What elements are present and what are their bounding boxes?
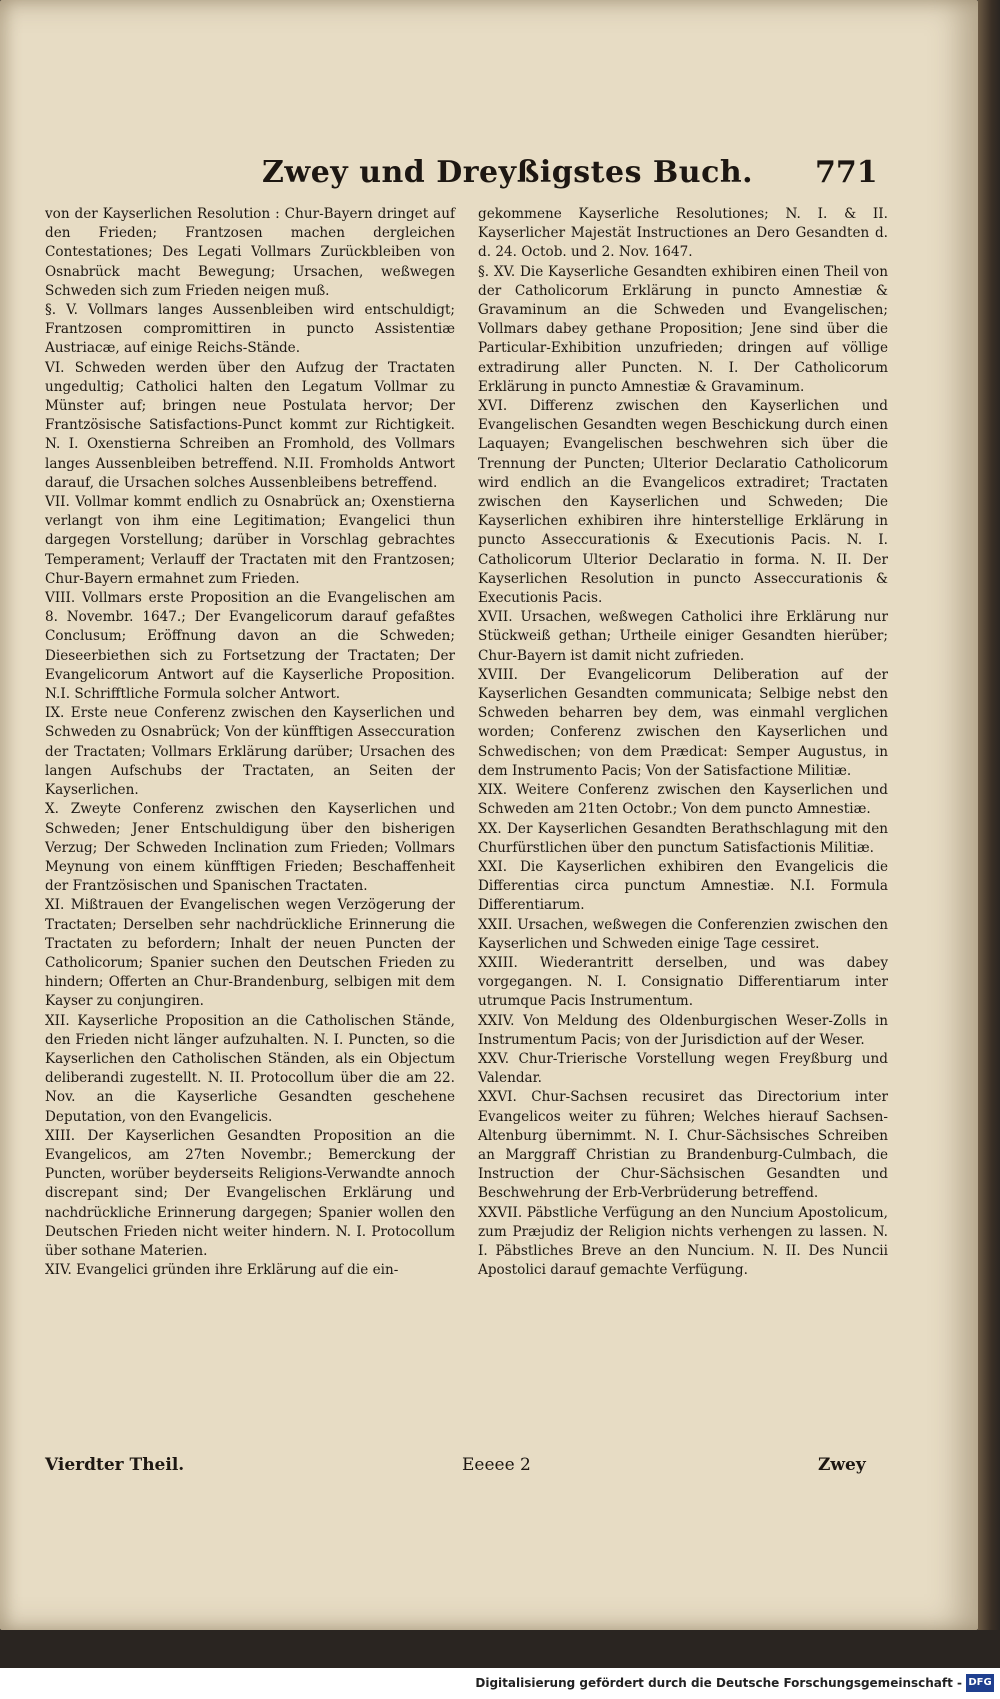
summary-entry: VII. Vollmar kommt endlich zu Osnabrück an; Oxenstierna verlangt von ihm eine Legitimation; Evangelici thun dargegen Vorstellung; darüber in Vorschlag gebrachtes Temperament; Verlauff der Tractaten mit den Frantzosen; Chur-Bayern ermahnet zum Frieden.	[45, 494, 455, 587]
signature-mark: Eeeee 2	[462, 1455, 531, 1475]
page-header	[0, 155, 978, 200]
summary-entry: XXIV. Von Meldung des Oldenburgischen Weser-Zolls in Instrumentum Pacis; von der Jurisdiction auf der Weser.	[478, 1012, 888, 1048]
book-spine	[978, 0, 1000, 1630]
summary-entry: XXI. Die Kayserlichen exhibiren den Evangelicis die Differentias circa punctum Amnestiæ. N.I. Formula Differentiarum.	[478, 858, 888, 914]
page-number: 771	[815, 155, 878, 190]
summary-entry: VIII. Vollmars erste Proposition an die Evangelischen am 8. Novembr. 1647.; Der Evangelicorum darauf gefaßtes Conclusum; Eröffnung davon an die Schweden; Dieseerbiethen sich zu Fortsetzung der Tractaten; Der Evangelicorum Antwort auf die Kayserliche Proposition. N.I. Schrifftliche Formula solcher Antwort.	[45, 590, 455, 703]
summary-entry: XXII. Ursachen, weßwegen die Conferenzien zwischen den Kayserlichen und Schweden einige Tage cessiret.	[478, 916, 888, 952]
left-column	[45, 205, 455, 1280]
catchword: Zwey	[818, 1455, 866, 1475]
summary-entry: VI. Schweden werden über den Aufzug der Tractaten ungedultig; Catholici halten den Legatum Vollmar zu Münster auf; bringen neue Postulata hervor; Der Frantzösische Satisfactions-Punct kommt zur Richtigkeit. N. I. Oxenstierna Schreiben an Fromhold, des Vollmars langes Aussenbleiben betreffend. N.II. Fromholds Antwort darauf, die Ursachen solches Aussenbleibens betreffend.	[45, 359, 455, 491]
summary-entry: XVIII. Der Evangelicorum Deliberation auf der Kayserlichen Gesandten communicata; Selbige nebst den Schweden beharren bey dem, was einmahl verglichen worden; Conferenz zwischen den Kayserlichen und Schwedischen; von dem Prædicat: Semper Augustus, in dem Instrumento Pacis; Von der Satisfactione Militiæ.	[478, 666, 888, 779]
summary-entry: §. XV. Die Kayserliche Gesandten exhibiren einen Theil von der Catholicorum Erklärung in puncto Amnestiæ & Gravaminum an die Schweden und Evangelischen; Vollmars dabey gethane Proposition; Jene sind über die Particular-Exhibition unzufrieden; dringen auf völlige extradirung aller Puncten. N. I. Der Catholicorum Erklärung in puncto Amnestiæ & Gravaminum.	[478, 263, 888, 395]
credit-text: Digitalisierung gefördert durch die Deutsche Forschungsgemeinschaft -	[475, 1676, 962, 1690]
summary-entry: XVII. Ursachen, weßwegen Catholici ihre Erklärung nur Stückweiß gethan; Urtheile einiger Gesandten hierüber; Chur-Bayern ist damit nicht zufrieden.	[478, 609, 888, 664]
summary-entry: XI. Mißtrauen der Evangelischen wegen Verzögerung der Tractaten; Derselben sehr nachdrückliche Erinnerung die Tractaten zu befordern; Inhalt der neuen Puncten der Catholicorum; Spanier suchen den Deutschen Frieden zu hindern; Offerten an Chur-Brandenburg, selbigen mit dem Kayser zu conjungiren.	[45, 897, 455, 1010]
running-title: Zwey und Dreyßigstes Buch.	[262, 155, 754, 190]
part-label: Vierdter Theil.	[45, 1455, 185, 1475]
summary-entry: XIII. Der Kayserlichen Gesandten Proposition an die Evangelicos, am 27ten Novembr.; Bemerckung der Puncten, worüber beyderseits Religions-Verwandte annoch discrepant sind; Der Evangelischen Erklärung und nachdrückliche Erinnerung dargegen; Spanier wollen den Deutschen Frieden nicht weiter hindern. N. I. Protocollum über sothane Materien.	[45, 1127, 455, 1259]
summary-entry: X. Zweyte Conferenz zwischen den Kayserlichen und Schweden; Jener Entschuldigung über den bisherigen Verzug; Der Schweden Inclination zum Frieden; Vollmars Meynung von einem künfftigen Frieden; Beschaffenheit der Frantzösischen und Spanischen Tractaten.	[45, 801, 455, 895]
right-column	[478, 205, 888, 1280]
summary-entry: von der Kayserlichen Resolution : Chur-Bayern dringet auf den Frieden; Frantzosen machen dergleichen Contestationes; Des Legati Vollmars Zurückbleiben von Osnabrück macht Bewegung; Ursachen, weßwegen Schweden sich zum Frieden neigen muß.	[45, 206, 455, 299]
summary-entry: XX. Der Kayserlichen Gesandten Berathschlagung mit den Churfürstlichen über den punctum Satisfactionis Militiæ.	[478, 820, 888, 856]
summary-entry: XVI. Differenz zwischen den Kayserlichen und Evangelischen Gesandten wegen Beschickung durch einen Laquayen; Evangelischen beschwehren sich über die Trennung der Puncten; Ulterior Declaratio Catholicorum wird endlich an die Evangelicos extradiret; Tractaten zwischen den Kayserlichen und Schweden; Die Kayserlichen exhibiren ihre hinterstellige Erklärung in puncto Asseccurationis & Executionis Pacis. N. I. Catholicorum Ulterior Declaratio in forma. N. II. Der Kayserlichen Resolution in puncto Asseccurationis & Executionis Pacis.	[478, 398, 888, 607]
summary-entry: §. V. Vollmars langes Aussenbleiben wird entschuldigt; Frantzosen compromittiren in puncto Assistentiæ Austriacæ, auf einige Reichs-Stände.	[45, 302, 455, 357]
summary-entry: XXIII. Wiederantritt derselben, und was dabey vorgegangen. N. I. Consignatio Differentiarum inter utrumque Pacis Instrumentum.	[478, 954, 888, 1010]
dfg-logo-icon: DFG	[966, 1674, 994, 1692]
summary-entry: XXV. Chur-Trierische Vorstellung wegen Freyßburg und Valendar.	[478, 1050, 888, 1087]
summary-entry: XIX. Weitere Conferenz zwischen den Kayserlichen und Schweden am 21ten Octobr.; Von dem puncto Amnestiæ.	[478, 782, 888, 818]
summary-entry: IX. Erste neue Conferenz zwischen den Kayserlichen und Schweden zu Osnabrück; Von der künfftigen Asseccuration der Tractaten; Vollmars Erklärung darüber; Ursachen des langen Aufschubs der Tractaten, an Seiten der Kayserlichen.	[45, 705, 455, 799]
summary-entry: XXVI. Chur-Sachsen recusiret das Directorium inter Evangelicos weiter zu führen; Welches hierauf Sachsen-Altenburg übernimmt. N. I. Chur-Sächsisches Schreiben an Marggraff Christian zu Brandenburg-Culmbach, die Instruction der Chur-Sächsischen Gesandten und Beschwehrung der Erb-Verbrüderung betreffend.	[478, 1089, 888, 1202]
summary-entry: XXVII. Päbstliche Verfügung an den Nuncium Apostolicum, zum Præjudiz der Religion nichts verhengen zu lassen. N. I. Päbstliches Breve an den Nuncium. N. II. Des Nuncii Apostolici darauf gemachte Verfügung.	[478, 1204, 888, 1279]
page-footer	[0, 1455, 978, 1485]
summary-entry: XII. Kayserliche Proposition an die Catholischen Stände, den Frieden nicht länger aufzuhalten. N. I. Puncten, so die Kayserlichen den Catholischen Ständen, als ein Objectum deliberandi zugestellt. N. II. Protocollum über die am 22. Nov. an die Kayserliche Gesandten geschehene Deputation, von den Evangelicis.	[45, 1012, 455, 1125]
summary-entry: XIV. Evangelici gründen ihre Erklärung auf die ein-	[45, 1262, 399, 1279]
summary-entry: gekommene Kayserliche Resolutiones; N. I. & II. Kayserlicher Majestät Instructiones an Dero Gesandten d. d. 24. Octob. und 2. Nov. 1647.	[478, 206, 888, 261]
digitization-credit-bar	[0, 1668, 1000, 1699]
